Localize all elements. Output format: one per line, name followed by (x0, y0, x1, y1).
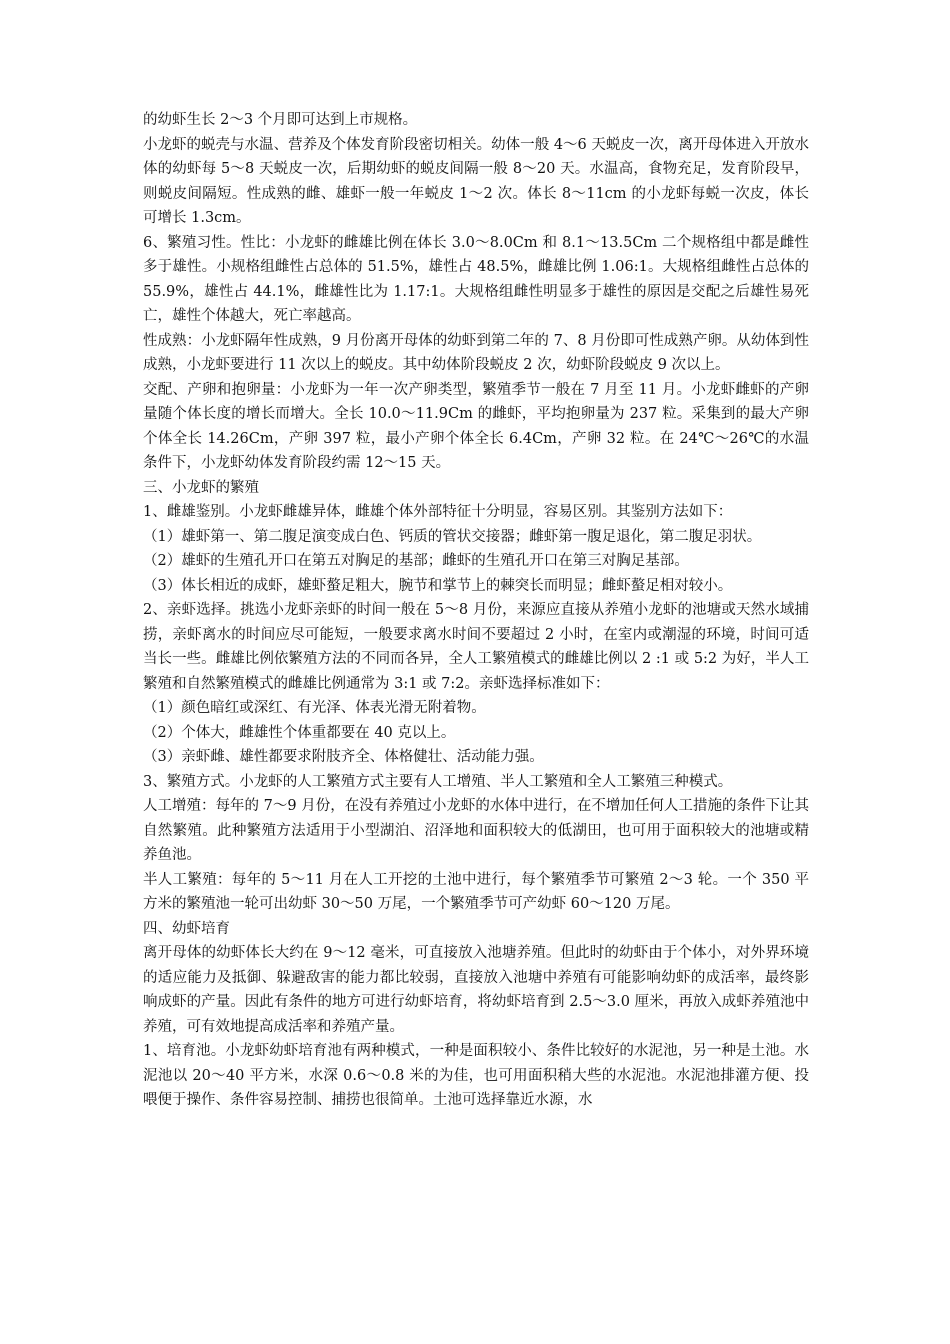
list-item-identification-1: （1）雄虾第一、第二腹足演变成白色、钙质的管状交接器；雌虾第一腹足退化，第二腹足羽状。 (143, 528, 762, 545)
paragraph-semi-artificial: 半人工繁殖：每年的 5～11 月在人工开挖的土池中进行，每个繁殖季节可繁殖 2～3 轮。一个 350 平方米的繁殖池一轮可出幼虾 30～50 万尾，一个繁殖季节可产幼虾 60～120 万尾。 (143, 871, 809, 912)
paragraph-mating-spawning: 交配、产卵和抱卵量：小龙虾为一年一次产卵类型，繁殖季节一般在 7 月至 11 月。小龙虾雌虾的产卵量随个体长度的增长而增大。全长 10.0～11.9Cm 的雌虾，平均抱卵量为 237 粒。采集到的最大产卵个体全长 14.26Cm，产卵 397 粒，最小产卵个体全长 6.4Cm，产卵 32 粒。在 24℃～26℃的水温条件下，小龙虾幼体发育阶段约需 12～15 天。 (143, 381, 809, 471)
paragraph-sex-identification: 1、雌雄鉴别。小龙虾雌雄异体，雌雄个体外部特征十分明显，容易区别。其鉴别方法如下： (143, 504, 733, 520)
document-body (143, 108, 809, 1113)
paragraph-broodstock-selection: 2、亲虾选择。挑选小龙虾亲虾的时间一般在 5～8 月份，来源应直接从养殖小龙虾的池塘或天然水域捕捞，亲虾离水的时间应尽可能短，一般要求离水时间不要超过 2 小时，在室内或潮湿的环境，时间可适当长一些。雌雄比例依繁殖方法的不同而各异，全人工繁殖模式的雌雄比例以 2 :1 或 5:2 为好，半人工繁殖和自然繁殖模式的雌雄比例通常为 3:1 或 7:2。亲虾选择标准如下： (143, 602, 809, 692)
paragraph-nursery-pond: 1、培育池。小龙虾幼虾培育池有两种模式，一种是面积较小、条件比较好的水泥池，另一种是土池。水泥池以 20～40 平方米，水深 0.6～0.8 米的为佳，也可用面积稍大些的水泥池。水泥池排灌方便、投喂便于操作、条件容易控制、捕捞也很简单。土池可选择靠近水源，水 (143, 1043, 809, 1108)
list-item-selection-1: （1）颜色暗红或深红、有光泽、体表光滑无附着物。 (143, 700, 486, 716)
list-item-selection-2: （2）个体大，雌雄性个体重都要在 40 克以上。 (143, 724, 456, 741)
paragraph-growth-end: 的幼虾生长 2～3 个月即可达到上市规格。 (143, 112, 418, 128)
paragraph-artificial-enhancement: 人工增殖：每年的 7～9 月份，在没有养殖过小龙虾的水体中进行，在不增加任何人工措施的条件下让其自然繁殖。此种繁殖方法适用于小型湖泊、沼泽地和面积较大的低湖田，也可用于面积较大的池塘或精养鱼池。 (143, 798, 809, 863)
list-item-identification-3: （3）体长相近的成虾，雄虾螯足粗大，腕节和掌节上的棘突长而明显；雌虾螯足相对较小。 (143, 577, 733, 594)
list-item-identification-2: （2）雄虾的生殖孔开口在第五对胸足的基部；雌虾的生殖孔开口在第三对胸足基部。 (143, 553, 689, 569)
paragraph-breeding-methods: 3、繁殖方式。小龙虾的人工繁殖方式主要有人工增殖、半人工繁殖和全人工繁殖三种模式。 (143, 773, 733, 790)
section-heading-juvenile-rearing: 四、幼虾培育 (143, 920, 230, 937)
list-item-selection-3: （3）亲虾雌、雄性都要求附肢齐全、体格健壮、活动能力强。 (143, 749, 544, 765)
section-heading-breeding: 三、小龙虾的繁殖 (143, 479, 259, 496)
paragraph-molting: 小龙虾的蜕壳与水温、营养及个体发育阶段密切相关。幼体一般 4～6 天蜕皮一次，离开母体进入开放水体的幼虾每 5～8 天蜕皮一次，后期幼虾的蜕皮间隔一般 8～20 天。水温高，食物充足，发育阶段早，则蜕皮间隔短。性成熟的雌、雄虾一般一年蜕皮 1～2 次。体长 8～11cm 的小龙虾每蜕一次皮，体长可增长 1.3cm。 (143, 136, 809, 226)
paragraph-breeding-habits: 6、繁殖习性。性比：小龙虾的雌雄比例在体长 3.0～8.0Cm 和 8.1～13.5Cm 二个规格组中都是雌性多于雄性。小规格组雌性占总体的 51.5%，雄性占 48.5%，雌雄比例 1.06:1。大规格组雌性占总体的 55.9%，雄性占 44.1%，雌雄性比为 1.17:1。大规格组雌性明显多于雄性的原因是交配之后雄性易死亡，雄性个体越大，死亡率越高。 (143, 234, 809, 324)
paragraph-sexual-maturity: 性成熟：小龙虾隔年性成熟，9 月份离开母体的幼虾到第二年的 7、8 月份即可性成熟产卵。从幼体到性成熟，小龙虾要进行 11 次以上的蜕皮。其中幼体阶段蜕皮 2 次，幼虾阶段蜕皮 9 次以上。 (143, 332, 809, 373)
paragraph-juvenile-rearing: 离开母体的幼虾体长大约在 9～12 毫米，可直接放入池塘养殖。但此时的幼虾由于个体小，对外界环境的适应能力及抵御、躲避敌害的能力都比较弱，直接放入池塘中养殖有可能影响幼虾的成活率，最终影响成虾的产量。因此有条件的地方可进行幼虾培育，将幼虾培育到 2.5～3.0 厘米，再放入成虾养殖池中养殖，可有效地提高成活率和养殖产量。 (143, 945, 809, 1035)
